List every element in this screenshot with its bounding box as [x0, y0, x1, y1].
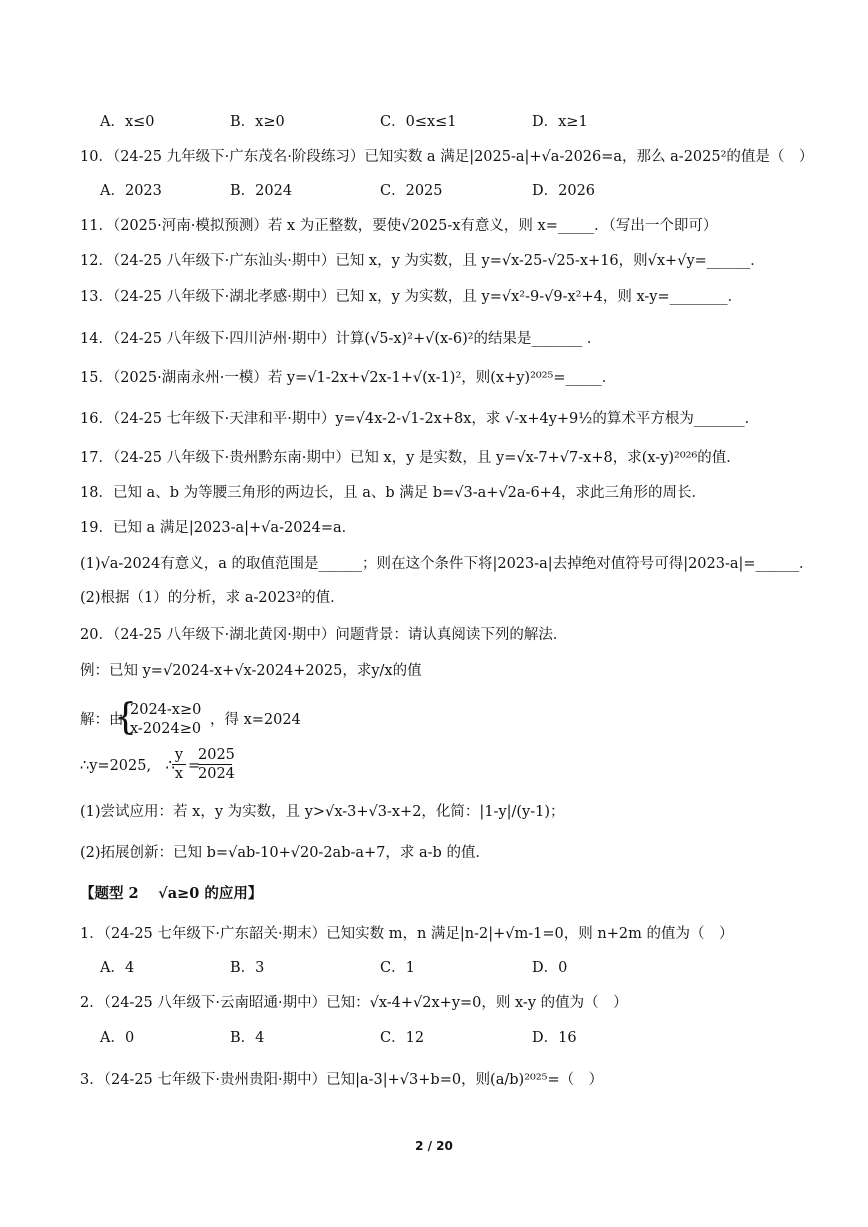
- question-10-options: [100, 181, 720, 201]
- system-line-2: x-2024≥0: [130, 721, 202, 737]
- option-d: D．16: [532, 1030, 577, 1046]
- page-number: 2 / 20: [415, 1139, 453, 1153]
- fraction-num: y: [172, 746, 186, 765]
- section2-question-1-options: [100, 958, 720, 978]
- solution-prefix: 解：由: [80, 712, 124, 728]
- question-9-options: [100, 112, 720, 132]
- fraction-den: x: [174, 766, 184, 782]
- section2-question-3: 3．（24-25 七年级下·贵州贵阳·期中）已知|a-3|+√3+b=0，则(a/b)²⁰²⁵=（ ）: [80, 1072, 604, 1088]
- system-brace: {: [114, 697, 137, 738]
- option-a: A．2023: [100, 183, 162, 199]
- option-b: B．3: [230, 960, 265, 976]
- question-13: 13．（24-25 八年级下·湖北孝感·期中）已知 x，y 为实数，且 y=√x²-9-√9-x²+4，则 x-y=________．: [80, 289, 743, 305]
- option-d: D．x≥1: [532, 114, 588, 130]
- question-20-part-2: (2)拓展创新：已知 b=√ab-10+√20-2ab-a+7，求 a-b 的值．: [80, 845, 490, 861]
- therefore-text: ∴y=2025, ∴: [80, 758, 175, 774]
- fraction-left: [172, 746, 186, 783]
- solution-suffix: ，得 x=2024: [210, 712, 301, 728]
- section2-question-1: 1．（24-25 七年级下·广东韶关·期末）已知实数 m，n 满足|n-2|+√m-1=0，则 n+2m 的值为（ ）: [80, 926, 734, 942]
- option-a: A．0: [100, 1030, 135, 1046]
- option-a: A．4: [100, 960, 135, 976]
- question-19-part-2: (2)根据（1）的分析，求 a-2023²的值．: [80, 590, 345, 606]
- question-16: 16．（24-25 七年级下·天津和平·期中）y=√4x-2-√1-2x+8x，求 √-x+4y+9½的算术平方根为_______．: [80, 411, 760, 427]
- question-11: 11．（2025·河南·模拟预测）若 x 为正整数，要使√2025-x有意义，则 x=_____．（写出一个即可）: [80, 218, 718, 234]
- question-20-part-1: (1)尝试应用：若 x，y 为实数，且 y>√x-3+√3-x+2，化简：|1-y|/(y-1)；: [80, 804, 565, 820]
- option-b: B．4: [230, 1030, 265, 1046]
- option-c: C．12: [380, 1030, 425, 1046]
- section-title-type-2: 【题型 2 √a≥0 的应用】: [80, 885, 263, 902]
- option-b: B．x≥0: [230, 114, 285, 130]
- question-18: 18．已知 a、b 为等腰三角形的两边长，且 a、b 满足 b=√3-a+√2a-6+4，求此三角形的周长．: [80, 485, 707, 501]
- question-20: 20．（24-25 八年级下·湖北黄冈·期中）问题背景：请认真阅读下列的解法．: [80, 627, 568, 643]
- question-10: 10．（24-25 九年级下·广东茂名·阶段练习）已知实数 a 满足|2025-a|+√a-2026=a，那么 a-2025²的值是（ ）: [80, 149, 814, 165]
- section2-question-2: 2．（24-25 八年级下·云南昭通·期中）已知：√x-4+√2x+y=0，则 x-y 的值为（ ）: [80, 995, 628, 1011]
- fraction-right: [198, 746, 235, 783]
- question-12: 12．（24-25 八年级下·广东汕头·期中）已知 x，y 为实数，且 y=√x-25-√25-x+16，则√x+√y=______．: [80, 253, 765, 269]
- option-d: D．0: [532, 960, 568, 976]
- option-a: A．x≤0: [100, 114, 155, 130]
- question-19-part-1: (1)√a-2024有意义，a 的取值范围是______；则在这个条件下将|2023-a|去掉绝对值符号可得|2023-a|=______．: [80, 556, 814, 572]
- section2-question-2-options: [100, 1028, 720, 1048]
- option-c: C．2025: [380, 183, 443, 199]
- fraction-num: 2025: [198, 747, 235, 763]
- question-17: 17．（24-25 八年级下·贵州黔东南·期中）已知 x，y 是实数，且 y=√x-7+√7-x+8，求(x-y)²⁰²⁶的值．: [80, 450, 741, 466]
- question-19: 19．已知 a 满足|2023-a|+√a-2024=a．: [80, 520, 357, 536]
- fraction-den: 2024: [198, 766, 235, 782]
- option-c: C．1: [380, 960, 415, 976]
- equals-sign: =: [188, 758, 201, 774]
- system-line-1: 2024-x≥0: [130, 702, 202, 718]
- option-d: D．2026: [532, 183, 596, 199]
- option-c: C．0≤x≤1: [380, 114, 457, 130]
- option-b: B．2024: [230, 183, 293, 199]
- question-15: 15．（2025·湖南永州·一模）若 y=√1-2x+√2x-1+√(x-1)²，则(x+y)²⁰²⁵=_____．: [80, 370, 617, 386]
- question-20-example: 例：已知 y=√2024-x+√x-2024+2025，求y/x的值: [80, 663, 422, 679]
- question-14: 14．（24-25 八年级下·四川泸州·期中）计算(√5-x)²+√(x-6)²的结果是_______ ．: [80, 331, 602, 347]
